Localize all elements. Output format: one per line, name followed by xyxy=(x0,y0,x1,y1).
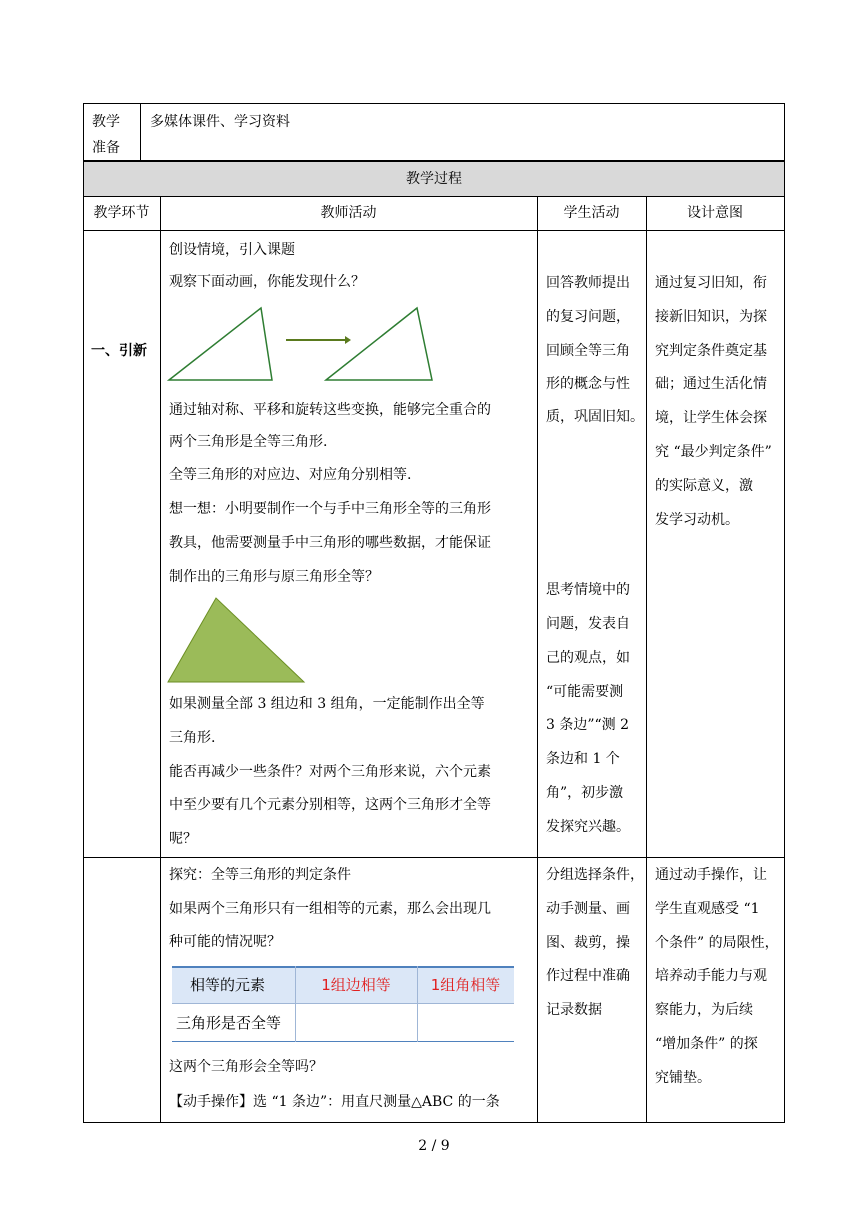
row2-design-line: 究铺垫。 xyxy=(655,1070,711,1086)
header-design: 设计意图 xyxy=(687,205,743,221)
prep-label-line2: 准备 xyxy=(92,140,120,156)
row1-teacher-line: 创设情境，引入课题 xyxy=(169,242,295,258)
inner-comparison-table xyxy=(172,966,514,1042)
row2-teacher-line: 种可能的情况呢？ xyxy=(169,934,281,950)
row2-student-line: 记录数据 xyxy=(546,1002,602,1018)
row1-design-line: 境，让学生体会探 xyxy=(655,410,767,426)
row1-teacher-line: 全等三角形的对应边、对应角分别相等. xyxy=(169,467,412,483)
table-line-h1 xyxy=(83,160,785,162)
table-line-v3 xyxy=(646,196,647,1123)
triangle-translated xyxy=(326,308,432,380)
row1-teacher-line: 想一想：小明要制作一个与手中三角形全等的三角形 xyxy=(169,501,491,517)
row1-teacher-line: 教具，他需要测量手中三角形的哪些数据，才能保证 xyxy=(169,535,491,551)
congruent-triangles-figure xyxy=(165,300,435,385)
row2-student-line: 作过程中准确 xyxy=(546,968,630,984)
arrow-head xyxy=(345,336,351,344)
row1-design-line: 础；通过生活化情 xyxy=(655,376,767,392)
row1-student-line: 的复习问题， xyxy=(546,309,630,325)
row1-student-line: 问题，发表自 xyxy=(546,616,630,632)
row1-teacher-line: 中至少要有几个元素分别相等，这两个三角形才全等 xyxy=(169,797,491,813)
prep-content: 多媒体课件、学习资料 xyxy=(150,114,290,130)
row1-student-line: 条边和 1 个 xyxy=(546,751,620,767)
row1-teacher-line: 呢？ xyxy=(169,831,197,847)
filled-triangle xyxy=(168,598,304,682)
header-student: 学生活动 xyxy=(563,205,620,221)
table-line-v1 xyxy=(160,196,161,1123)
row2-student-line: 图、裁剪，操 xyxy=(546,935,630,951)
row1-design-line: 的实际意义，激 xyxy=(655,478,753,494)
process-title: 教学过程 xyxy=(406,171,462,187)
row2-student-line: 动手测量、画 xyxy=(546,901,630,917)
row1-student-line: 己的观点，如 xyxy=(546,650,630,666)
inner-row-label-2: 三角形是否全等 xyxy=(176,1014,282,1032)
row2-student-line: 分组选择条件， xyxy=(546,867,644,883)
table-line-h5 xyxy=(83,1122,785,1123)
inner-row-label-1: 相等的元素 xyxy=(190,976,266,994)
filled-triangle-figure xyxy=(166,596,306,684)
inner-col-1: 1组边相等 xyxy=(321,976,391,994)
row2-design-line: 通过动手操作，让 xyxy=(655,867,767,883)
row1-student-line: 回答教师提出 xyxy=(546,275,630,291)
row1-student-line: 3 条边”“测 2 xyxy=(546,717,630,733)
prep-label-line1: 教学 xyxy=(92,114,120,130)
prep-border-right xyxy=(784,103,785,160)
prep-border-top xyxy=(83,103,785,104)
table-line-h3 xyxy=(83,230,785,231)
row1-teacher-line: 制作出的三角形与原三角形全等？ xyxy=(169,569,379,585)
row1-student-line: 质，巩固旧知。 xyxy=(546,409,644,425)
inner-table-mid-border xyxy=(172,1003,514,1004)
table-line-h2 xyxy=(83,196,785,197)
row2-design-line: “增加条件” 的探 xyxy=(655,1036,758,1052)
header-teacher: 教师活动 xyxy=(320,205,377,221)
row1-design-line: 通过复习旧知，衔 xyxy=(655,275,767,291)
row1-student-line: 回顾全等三角 xyxy=(546,343,630,359)
table-line-v-left xyxy=(83,160,84,1123)
row2-design-line: 培养动手能力与观 xyxy=(655,968,767,984)
page-number: 2 / 9 xyxy=(418,1138,450,1154)
table-line-v2 xyxy=(537,196,538,1123)
table-line-h4 xyxy=(83,857,785,858)
row2-teacher-line: 探究：全等三角形的判定条件 xyxy=(169,867,351,883)
row1-student-line: 发探究兴趣。 xyxy=(546,819,630,835)
inner-table-bottom-border xyxy=(172,1041,514,1042)
row2-teacher-line: 【动手操作】选 “1 条边”：用直尺测量△ABC 的一条 xyxy=(169,1094,500,1110)
row1-section-label: 一、引新 xyxy=(91,343,147,359)
row1-design-line: 究判定条件奠定基 xyxy=(655,343,767,359)
row1-teacher-line: 观察下面动画，你能发现什么？ xyxy=(169,274,365,290)
row1-design-line: 接新旧知识，为探 xyxy=(655,309,767,325)
row1-student-line: 形的概念与性 xyxy=(546,376,630,392)
prep-divider xyxy=(140,103,141,160)
row1-design-line: 发学习动机。 xyxy=(655,512,739,528)
row1-teacher-line: 两个三角形是全等三角形. xyxy=(169,434,328,450)
row1-student-line: “可能需要测 xyxy=(546,684,624,700)
prep-border-left xyxy=(83,103,84,160)
row2-design-line: 学生直观感受 “1 xyxy=(655,901,760,917)
row1-student-line: 思考情境中的 xyxy=(546,582,630,598)
row2-design-line: 察能力，为后续 xyxy=(655,1002,753,1018)
triangle-original xyxy=(169,308,272,380)
row1-design-line: 究 “最少判定条件” xyxy=(655,444,772,460)
inner-table-top-border xyxy=(172,966,514,968)
row2-teacher-line: 如果两个三角形只有一组相等的元素，那么会出现几 xyxy=(169,901,491,917)
row1-teacher-line: 通过轴对称、平移和旋转这些变换，能够完全重合的 xyxy=(169,402,491,418)
row1-student-line: 角”，初步激 xyxy=(546,785,624,801)
header-section: 教学环节 xyxy=(93,205,150,221)
row1-teacher-line: 能否再减少一些条件？对两个三角形来说，六个元素 xyxy=(169,764,491,780)
row1-teacher-line: 如果测量全部 3 组边和 3 组角，一定能制作出全等 xyxy=(169,696,485,712)
row2-teacher-line: 这两个三角形会全等吗？ xyxy=(169,1059,323,1075)
row2-design-line: 个条件” 的局限性， xyxy=(655,935,779,951)
row1-teacher-line: 三角形. xyxy=(169,730,216,746)
inner-col-2: 1组角相等 xyxy=(430,976,501,994)
table-line-v-right xyxy=(784,160,785,1123)
